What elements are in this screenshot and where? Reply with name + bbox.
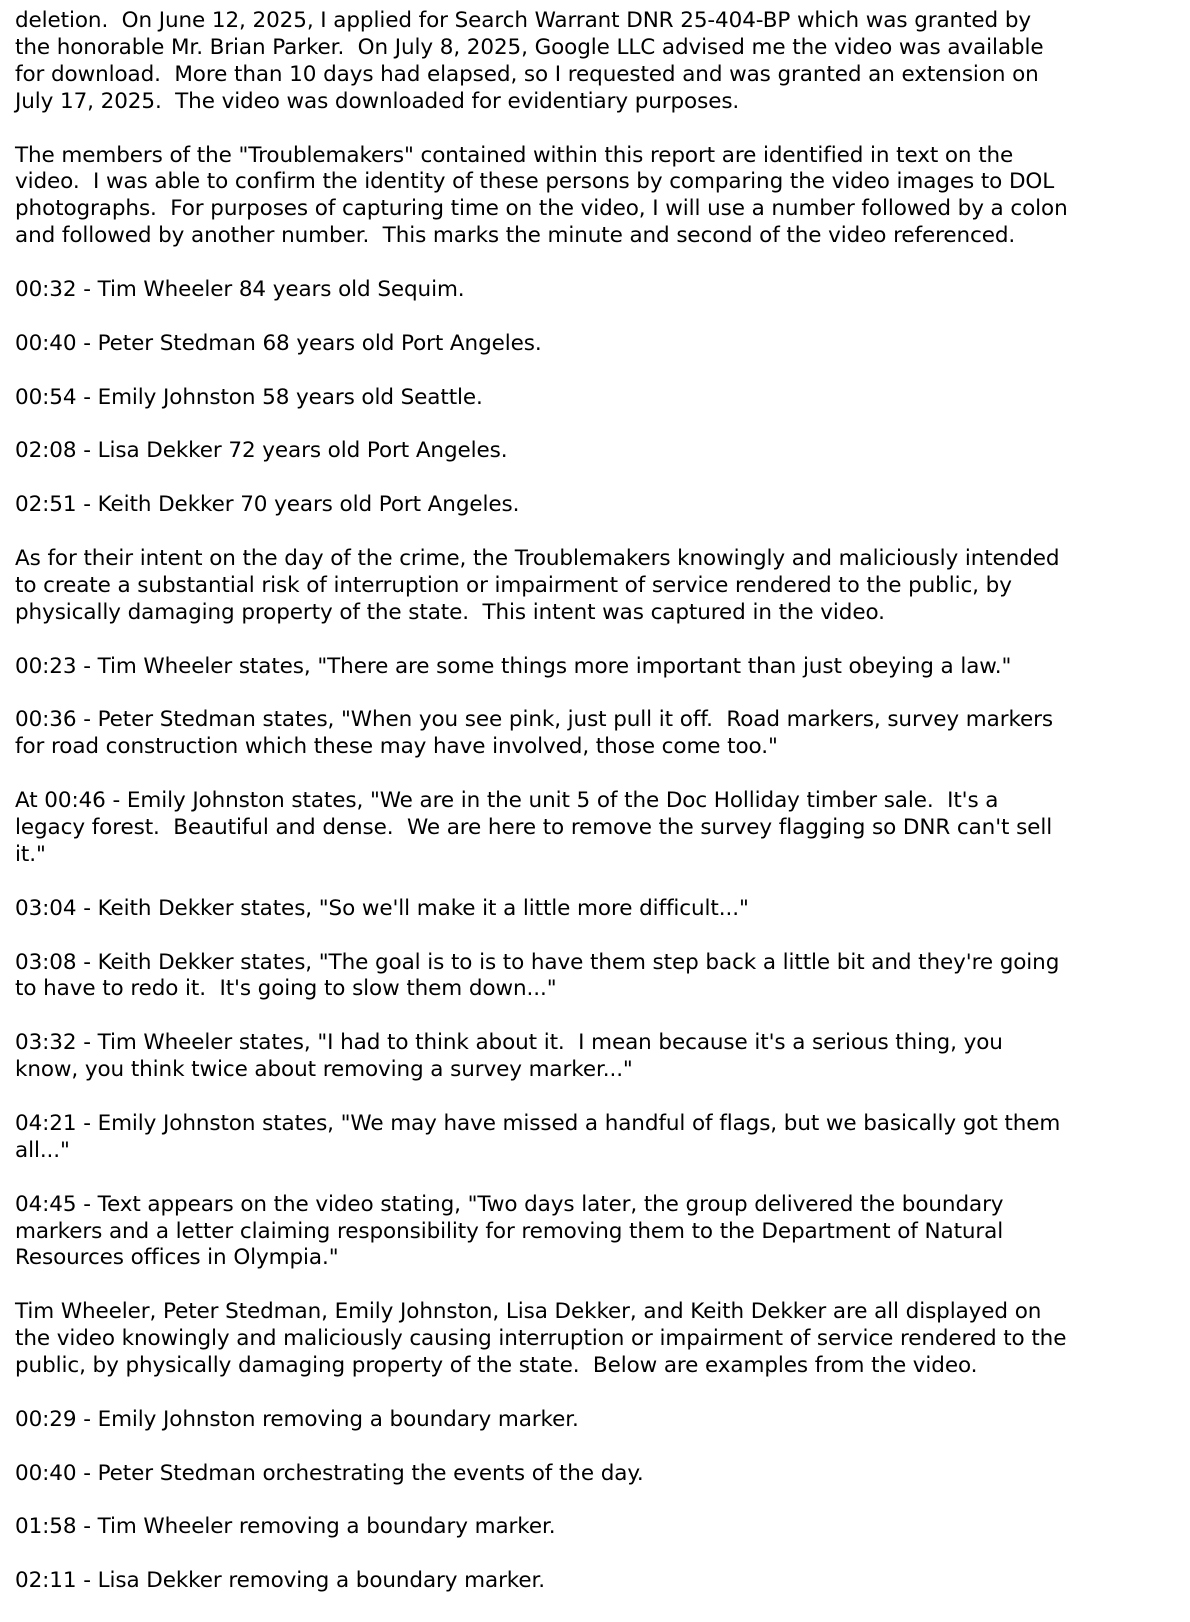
statement-entry: 04:21 - Emily Johnston states, "We may have missed a handful of flags, but we basically got them all..." bbox=[15, 1110, 1061, 1163]
statement-entry: 03:32 - Tim Wheeler states, "I had to think about it. I mean because it's a serious thing, you know, you think twice about removing a survey marker..." bbox=[15, 1030, 1003, 1083]
statement-entry: 03:04 - Keith Dekker states, "So we'll make it a little more difficult..." bbox=[15, 895, 749, 921]
statement-entry: 03:08 - Keith Dekker states, "The goal is to is to have them step back a little bit and they're going to have to redo it. It's going to slow them down..." bbox=[15, 949, 1060, 1002]
statement-entry: 00:36 - Peter Stedman states, "When you see pink, just pull it off. Road markers, survey markers for road construction which these may have involved, those come too." bbox=[15, 707, 1054, 760]
identity-entry-peter-stedman: 00:40 - Peter Stedman 68 years old Port Angeles. bbox=[15, 330, 542, 356]
example-entry: 00:40 - Peter Stedman orchestrating the events of the day. bbox=[15, 1460, 644, 1486]
example-entry: 00:29 - Emily Johnston removing a boundary marker. bbox=[15, 1406, 579, 1432]
identity-entry-tim-wheeler: 00:32 - Tim Wheeler 84 years old Sequim. bbox=[15, 277, 465, 303]
identity-entry-emily-johnston: 00:54 - Emily Johnston 58 years old Seattle. bbox=[15, 384, 483, 410]
identity-entry-lisa-dekker: 02:08 - Lisa Dekker 72 years old Port Angeles. bbox=[15, 438, 508, 464]
example-entry: 01:58 - Tim Wheeler removing a boundary marker. bbox=[15, 1514, 556, 1540]
paragraph-warrant-download: deletion. On June 12, 2025, I applied for Search Warrant DNR 25-404-BP which was granted by the honorable Mr. Brian Parker. On July 8, 2025, Google LLC advised me the video was available for download. More than 10 days had elapsed, so I requested and was granted an extension on July 17, 2025. The video was downloaded for evidentiary purposes. bbox=[15, 8, 1044, 114]
document-body bbox=[15, 8, 1175, 1622]
statement-entry: At 00:46 - Emily Johnston states, "We are in the unit 5 of the Doc Holliday timber sale. It's a legacy forest. Beautiful and dense. We are here to remove the survey flagging so DNR can't sell it." bbox=[15, 788, 1053, 867]
paragraph-intent: As for their intent on the day of the crime, the Troublemakers knowingly and maliciously intended to create a substantial risk of interruption or impairment of service rendered to the public, by physically damaging property of the state. This intent was captured in the video. bbox=[15, 546, 1060, 625]
paragraph-summary: Tim Wheeler, Peter Stedman, Emily Johnston, Lisa Dekker, and Keith Dekker are all displayed on the video knowingly and maliciously causing interruption or impairment of service rendered to the public, by physically damaging property of the state. Below are examples from the video. bbox=[15, 1299, 1067, 1379]
paragraph-identification-method: The members of the "Troublemakers" contained within this report are identified in text on the video. I was able to confirm the identity of these persons by comparing the video images to DOL photographs. For purposes of capturing time on the video, I will use a number followed by a colon and followed by another number. This marks the minute and second of the video referenced. bbox=[15, 142, 1068, 249]
identity-entry-keith-dekker: 02:51 - Keith Dekker 70 years old Port Angeles. bbox=[15, 492, 520, 518]
statement-entry: 04:45 - Text appears on the video stating, "Two days later, the group delivered the boundary markers and a letter claiming responsibility for removing them to the Department of Natural Resources offices in Olympia." bbox=[15, 1191, 1004, 1271]
statement-entry: 00:23 - Tim Wheeler states, "There are some things more important than just obeying a law." bbox=[15, 653, 1012, 679]
example-entry: 02:11 - Lisa Dekker removing a boundary marker. bbox=[15, 1568, 546, 1594]
